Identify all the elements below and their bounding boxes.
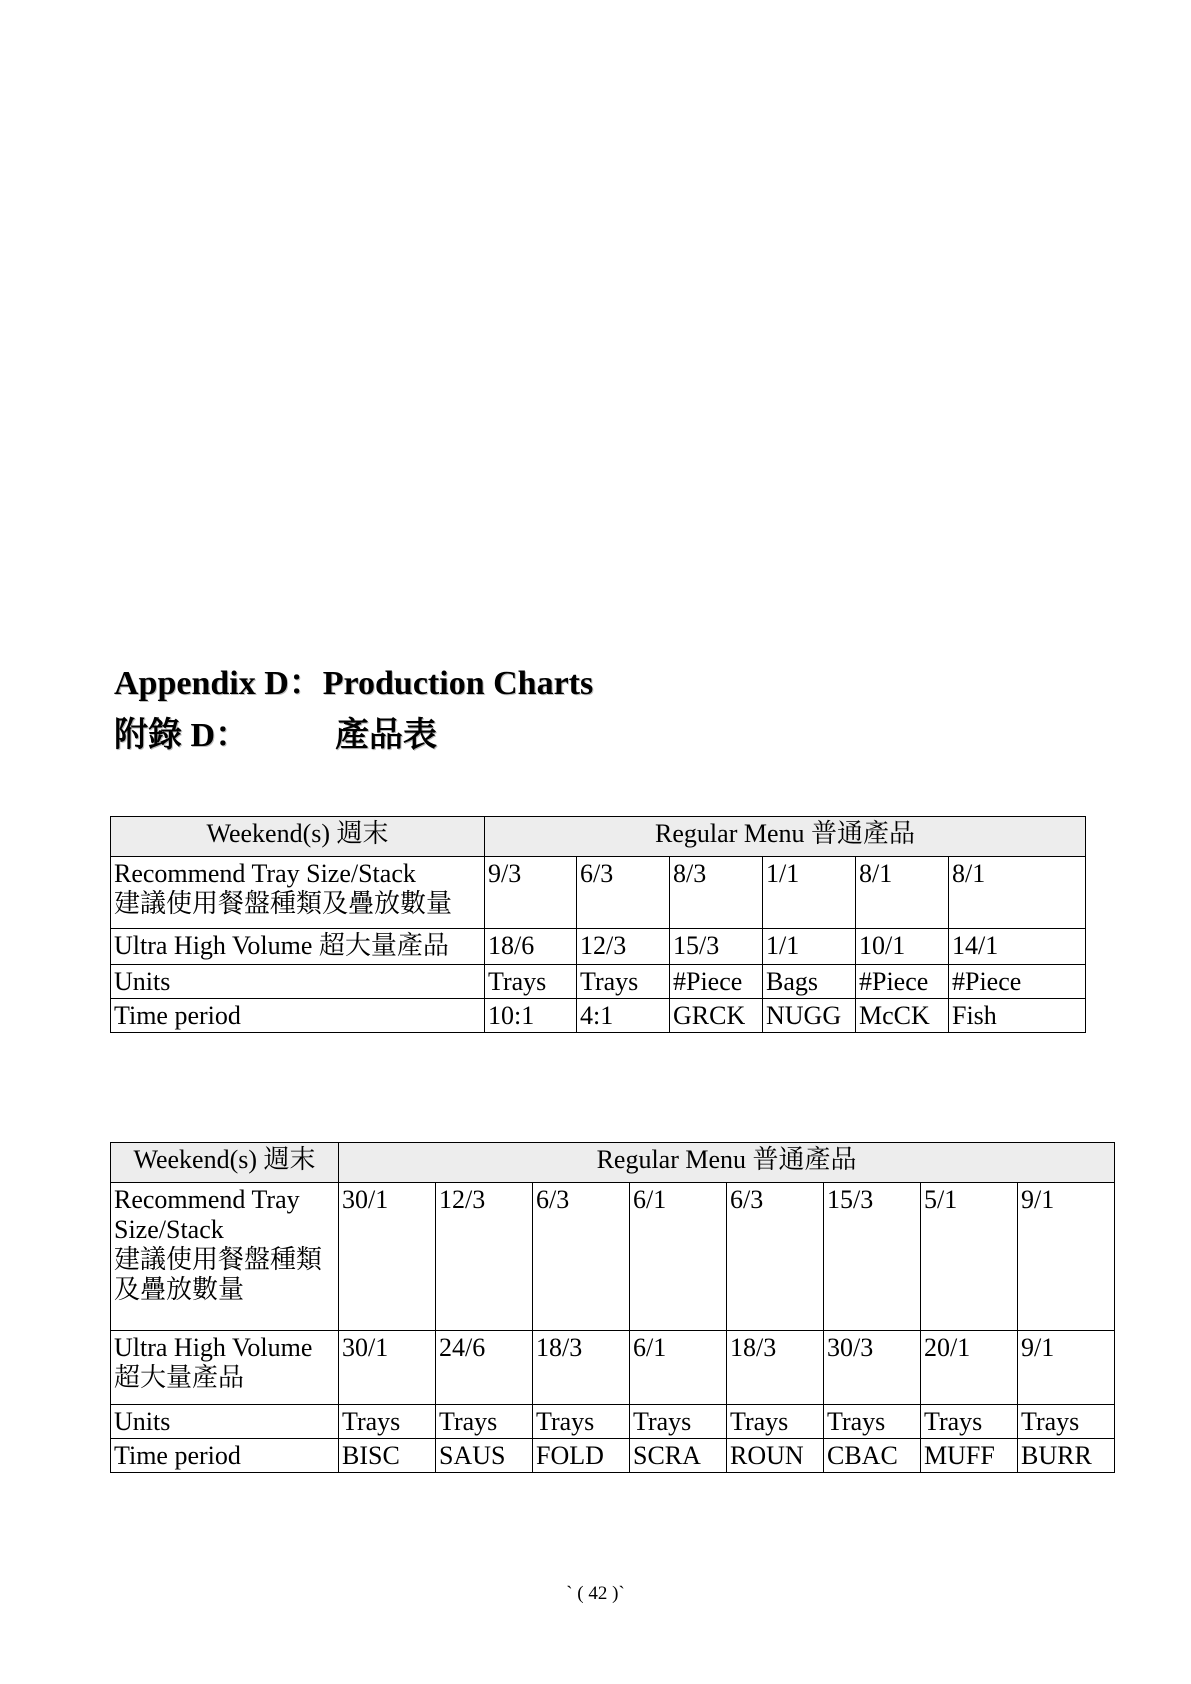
table-cell: Trays [824,1405,921,1439]
header-regular-menu: Regular Menu 普通產品 [485,817,1086,857]
row-label [111,1183,339,1331]
row-recommend-tray-size [111,857,1086,929]
table-cell: 9/1 [1018,1183,1115,1331]
table-cell: 6/3 [533,1183,630,1331]
table-cell: 14/1 [949,929,1086,965]
table-cell: CBAC [824,1439,921,1473]
page-number: ` ( 42 )` [566,1583,625,1604]
table-cell: 20/1 [921,1331,1018,1405]
row-label-english: Units [111,965,485,999]
table-cell: BISC [339,1439,436,1473]
table-cell: Trays [1018,1405,1115,1439]
row-ultra-high-volume [111,929,1086,965]
table-cell: 1/1 [763,857,856,929]
row-label-chinese: 建議使用餐盤種類及疊放數量 [114,889,453,918]
table-cell: Trays [339,1405,436,1439]
header-weekend: Weekend(s) 週末 [111,817,485,857]
row-time-period [111,999,1086,1033]
table-cell: 6/1 [630,1331,727,1405]
row-label-english: Time period [111,1439,339,1473]
table-cell: MUFF [921,1439,1018,1473]
header-row [111,817,1086,857]
table-cell: 4:1 [577,999,670,1033]
table-cell: 9/1 [1018,1331,1115,1405]
table-cell: 5/1 [921,1183,1018,1331]
table-cell: 15/3 [824,1183,921,1331]
table-cell: 24/6 [436,1331,533,1405]
table-cell: Trays [577,965,670,999]
row-label-english: Ultra High Volume 超大量產品 [111,929,485,965]
table-cell: 30/3 [824,1331,921,1405]
header-row [111,1143,1115,1183]
table-cell: 12/3 [436,1183,533,1331]
table-cell: 10/1 [856,929,949,965]
table-cell: FOLD [533,1439,630,1473]
row-units [111,965,1086,999]
table-cell: 8/1 [856,857,949,929]
row-units [111,1405,1115,1439]
table-cell: 6/3 [577,857,670,929]
table-cell: NUGG [763,999,856,1033]
table-cell: McCK [856,999,949,1033]
table-cell: Trays [727,1405,824,1439]
production-chart-2 [110,1142,1115,1473]
table-cell: 12/3 [577,929,670,965]
row-recommend-tray-size [111,1183,1115,1331]
table-cell: 6/3 [727,1183,824,1331]
table-cell: 8/1 [949,857,1086,929]
header-regular-menu: Regular Menu 普通產品 [339,1143,1115,1183]
row-label-english: Time period [111,999,485,1033]
table-cell: #Piece [670,965,763,999]
table-cell: Trays [436,1405,533,1439]
table-cell: 18/3 [533,1331,630,1405]
table-cell: ROUN [727,1439,824,1473]
table-cell: 9/3 [485,857,577,929]
appendix-title-chinese [114,716,437,756]
table-cell: Bags [763,965,856,999]
appendix-title-chinese-main: 產品表 [335,717,438,754]
table-cell: Trays [921,1405,1018,1439]
row-label-chinese: 超大量產品 [114,1363,245,1392]
row-label-english: Ultra High Volume [114,1333,313,1362]
row-label [111,857,485,929]
header-weekend: Weekend(s) 週末 [111,1143,339,1183]
row-label-chinese: 建議使用餐盤種類及疊放數量 [114,1245,323,1304]
table-cell: 18/3 [727,1331,824,1405]
table-cell: BURR [1018,1439,1115,1473]
table-cell: SCRA [630,1439,727,1473]
table-cell: 15/3 [670,929,763,965]
appendix-title-chinese-prefix: 附錄 D： [114,717,250,754]
table-cell: #Piece [949,965,1086,999]
table-cell: GRCK [670,999,763,1033]
table-cell: SAUS [436,1439,533,1473]
table-cell: 1/1 [763,929,856,965]
row-label-english: Recommend Tray Size/Stack [114,859,416,888]
table-cell: 10:1 [485,999,577,1033]
table-cell: 30/1 [339,1331,436,1405]
table-cell: Trays [630,1405,727,1439]
table-cell: Trays [533,1405,630,1439]
table-cell: #Piece [856,965,949,999]
row-label-english: Recommend Tray Size/Stack [114,1185,300,1244]
table-cell: 6/1 [630,1183,727,1331]
row-label-english: Units [111,1405,339,1439]
row-ultra-high-volume [111,1331,1115,1405]
table-cell: 8/3 [670,857,763,929]
row-time-period [111,1439,1115,1473]
table-cell: Trays [485,965,577,999]
table-cell: 30/1 [339,1183,436,1331]
row-label [111,1331,339,1405]
appendix-title-english: Appendix D：Production Charts [114,665,594,702]
table-cell: Fish [949,999,1086,1033]
production-chart-1 [110,816,1086,1033]
table-cell: 18/6 [485,929,577,965]
